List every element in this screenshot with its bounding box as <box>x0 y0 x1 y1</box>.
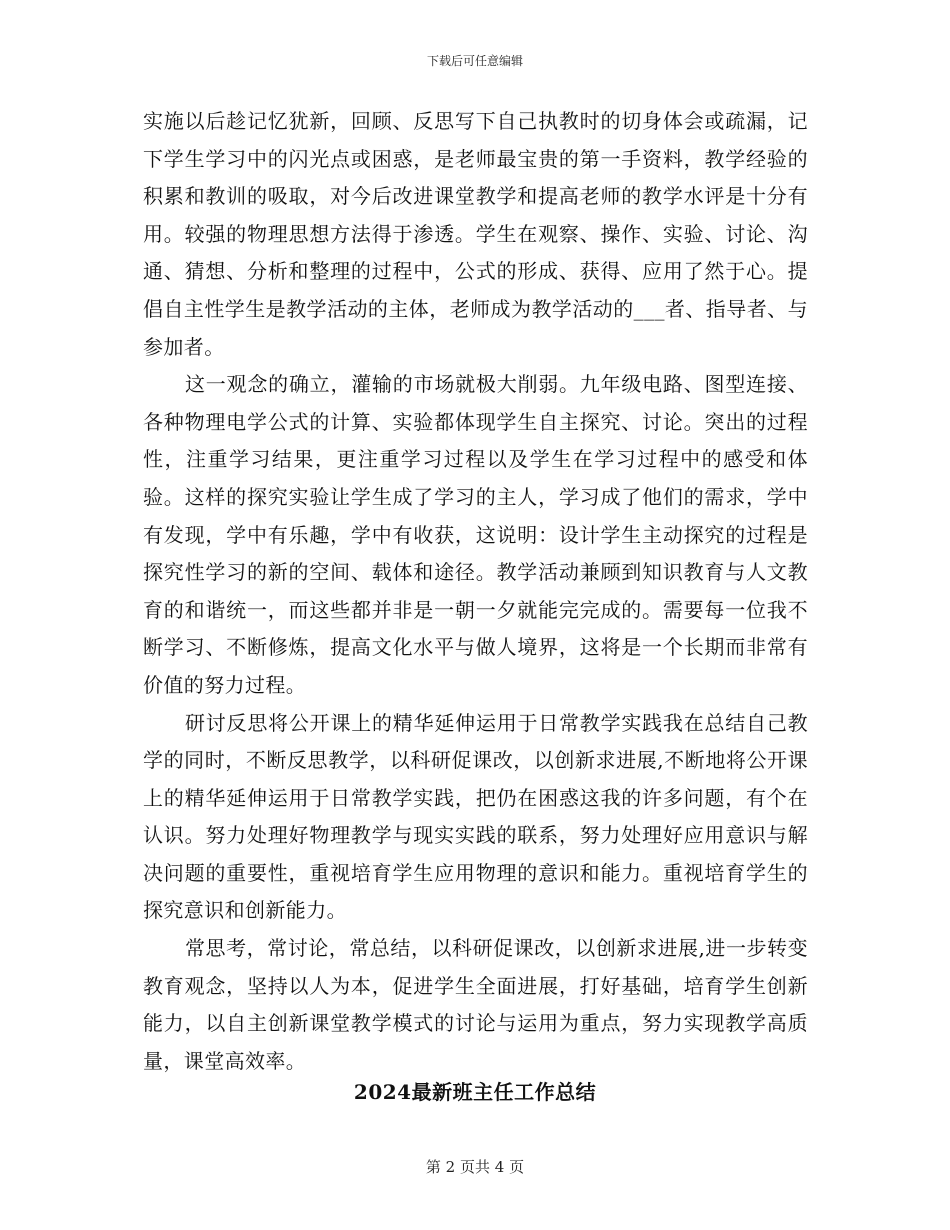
paragraph-4: 常思考，常讨论，常总结，以科研促课改，以创新求进展,进一步转变教育观念，坚持以人为本，促进学生全面进展，打好基础，培育学生创新能力，以自主创新课堂教学模式的讨论与运用为重点，努力实现教学高质量，课堂高效率。 <box>143 936 808 1073</box>
paragraph-3: 研讨反思将公开课上的精华延伸运用于日常教学实践我在总结自己教学的同时，不断反思教学，以科研促课改，以创新求进展,不断地将公开课上的精华延伸运用于日常教学实践，把仍在困惑这我的许多问题，有个在认识。努力处理好物理教学与现实实践的联系，努力处理好应用意识与解决问题的重要性，重视培育学生应用物理的意识和能力。重视培育学生的探究意识和创新能力。 <box>143 710 808 923</box>
page-footer: 第 2 页共 4 页 <box>425 1158 525 1176</box>
paragraph-1: 实施以后趁记忆犹新，回顾、反思写下自己执教时的切身体会或疏漏，记下学生学习中的闪光点或困惑，是老师最宝贵的第一手资料，教学经验的积累和教训的吸取，对今后改进课堂教学和提高老师的教学水评是十分有用。较强的物理思想方法得于渗透。学生在观察、操作、实验、讨论、沟通、猜想、分析和整理的过程中，公式的形成、获得、应用了然于心。提倡自主性学生是教学活动的主体，老师成为教学活动的___者、指导者、与参加者。 <box>143 109 808 359</box>
paragraph-2: 这一观念的确立，灌输的市场就极大削弱。九年级电路、图型连接、各种物理电学公式的计算、实验都体现学生自主探究、讨论。突出的过程性，注重学习结果，更注重学习过程以及学生在学习过程中的感受和体验。这样的探究实验让学生成了学习的主人，学习成了他们的需求，学中有发现，学中有乐趣，学中有收获，这说明：设计学生主动探究的过程是探究性学习的新的空间、载体和途径。教学活动兼顾到知识教育与人文教育的和谐统一，而这些都并非是一朝一夕就能完完成的。需要每一位我不断学习、不断修炼，提高文化水平与做人境界，这将是一个长期而非常有价值的努力过程。 <box>143 372 808 697</box>
page-header: 下载后可任意编辑 <box>426 54 523 68</box>
document-body <box>143 103 808 1080</box>
section-title: 2024最新班主任工作总结 <box>353 1080 597 1104</box>
